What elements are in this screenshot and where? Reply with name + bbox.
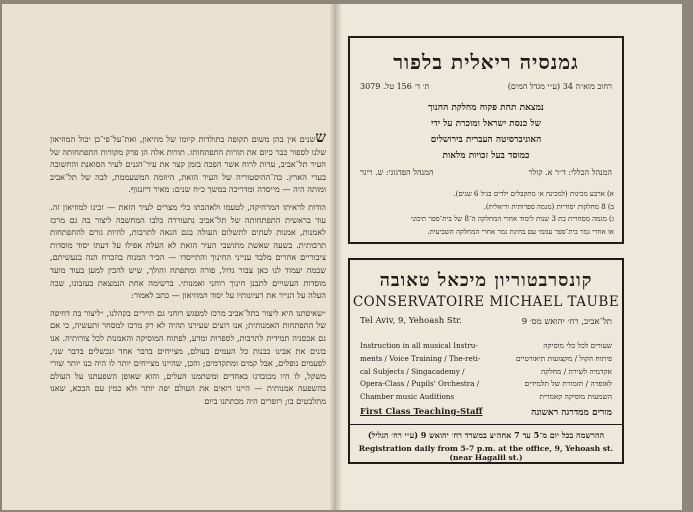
conservatoire-address-english: Tel Aviv, 9, Yehoash Str.	[360, 316, 462, 326]
subject-line: השמעות מוסיקה קאמרית	[539, 392, 612, 402]
conservatoire-title-english: CONSERVATOIRE MICHAEL TAUBE	[352, 294, 620, 310]
gymnasium-address: רחוב מזא״ה 34 (ע״י מגדל המים)	[507, 82, 612, 91]
gymnasium-title: גמנסיה ריאלית בלפור	[393, 50, 579, 74]
subject-line: לאופרה / תזמורת של תלמידים	[524, 379, 612, 389]
registration-hebrew: ההרשמה בכל יום מ־5 עד 7 אחה״צ במשרד רח׳ יהואש 9 (ע״י רח׳ הגליל)	[367, 430, 605, 440]
pedagogical-director: המנהל הפדגוגי: ש. ריגר	[360, 168, 434, 177]
divider	[350, 424, 622, 425]
subjects-english	[360, 340, 488, 404]
gymnasium-slogan: נמצאת תחת פקוח מחלקת החנוך של כנסת ישראל ומוכרת על ידי האוניברסיטה העברית בירושלים כמוסד בעל זכויות מלאות	[428, 103, 544, 161]
article-text	[50, 128, 326, 412]
subject-line: שעורים לכל כלי מוסיקה	[543, 341, 612, 350]
program-item: או אחרי גמר בית־ספר עממי עם בחינת גמר אחרי המחלקה השביעית.	[427, 227, 614, 236]
dropcap: ש	[315, 128, 326, 146]
conservatoire-advertisement	[348, 258, 624, 464]
subjects-hebrew	[494, 340, 612, 404]
article-paragraph: ששנים אין בהן משום תקופה בתולדות קיומו של מוזיאון, ואת־על־פי־כן יכול המוזיאון שלנו לספור כבר כיום את תורות התפתחותו. תורות אלה הן פרק מקורות התפתחותה של העיר תל־אביב, עדות לרוח אשר הפכה בזמן קצר את עיר־הגנים לעיר הסואנת והחשובה בערי הארץ. בה־ההיסטוריה של העיר הזאת, היוזמה המשעממת, לבה של תל־אביב ומותה היה — מייסדה ומדריכה במשך כ״ח שנים: מאיר דיזנגוף.	[50, 128, 326, 195]
article-paragraph: הודות לראיתו המרחיקה, לטעמו ולאהבתו כלי מצרים לעיר הזאת — זכינו למוזיאון זה. עוד בראשית התפתחותה של תל־אביב נתעוררה בלבו המחשבה ליצור בה גם מרכז לאמנות, אמנות לעתים לתשלום העולה בגם הנאה לתרבות, להיות גורם להתפתחות תרבותית. בשעה שאשת מתושבי העיר הזאת לא העלה אפילו על דעתו יסוד מוסדות ציבוריים אחרים מלבד ענייני החינוך והתייסדו — הכיר המנוח בהכרח הנה בנעשיתם, שבמה יעמוד לנו כאן צבור גדול, פורה ומתפתח והולך, שיש להכין למען בעוד מועד מוסדות העשויים לתבנן חינוך רוחני ואמנותי. ברשימה אחת הנמצאת בעזבונו, שבה העלה על הנייר את רעיונותיו על יסוד המוזיאון — כתב לאמור:	[50, 201, 326, 301]
program-item: ג) מגמה מסחרית בת 3 שנות לימוד אחרי המחלקה ה־8 של בית־ספר תיכוני	[410, 215, 614, 223]
conservatoire-address-hebrew: תל־אביב, רח׳ יהואש מס׳ 9	[521, 317, 612, 327]
article-paragraph: ״שאיפתנו היא ליצור בתל־אביב מרכז למפגש רוחני גם תיירים בקהלנו, ״ליצור בה דחיפה של התפתחות האמנותית; אנו רוצים שעירנו תהיה לא רק מרכז למסחר ותעשיה, כי אם גם אכסניה תמידית לתרבות, לספרות ומדע, לפתוח המוסיקה והאמנות לכל צורותיה. אנו בונים את אבינו כבנות כל העמים בעולם, מצייחים בדבר אחד ונכשלים בדבר שני, לפעמים נופלים, אבל קמים ומתקדמים; והכן, שהיינו מצייחים יותר לו היה כנו יותר שורי משקל, לו היו מכובדנו באחדים ומשתמנו העלים, והוא שאופן השפעתנו על העולם בהשפעה אמנותית — היינו רואים את העולם יפה יותר ולא כמין עם הבכא, שאנו מתלבטים בו; רופרים היה מכתתנו ביום	[50, 307, 326, 406]
subject-line: Instruction in all musical Instru-	[360, 341, 478, 350]
teaching-staff-hebrew: מורים ממדרגה ראשונה	[531, 408, 612, 418]
subject-line: פיתוח הקול / מקצועות תיאורטיים	[515, 353, 612, 363]
gymnasium-staff	[360, 168, 612, 177]
gymnasium-programs	[358, 188, 614, 238]
subject-line: Opera-Class / Pupils' Orchestra /	[360, 379, 480, 389]
subject-line: Chamber music Auditions	[360, 392, 455, 402]
principal: המנהל הכללי: ד״ר א. קולר	[528, 168, 612, 177]
registration-english: Registration daily from 5-7 p.m. at the office, 9, Yehoash st. (near Hagalil st.)	[358, 444, 614, 462]
gymnasium-phone: ת׳ ד׳ 156 טל. 3079	[360, 82, 430, 91]
program-item: ב) 8 מחלקות יסודיות (מגמה ספרותית וריאלית).	[483, 202, 614, 211]
subject-line: ments / Voice Training / The-reti-	[360, 353, 481, 363]
teaching-staff-english: First Class Teaching-Staff	[360, 407, 483, 417]
subject-line: אקדמיה לשירה / מחלקה	[541, 366, 612, 376]
conservatoire-title-hebrew: קונסרבטוריון מיכאל טאובה	[379, 270, 593, 291]
gymnasium-address-line	[360, 82, 612, 91]
gymnasium-advertisement	[348, 36, 624, 244]
program-item: א) ארבע מכינות (למכינה א׳ מתקבלים ילדים בגיל 6 שנים).	[453, 190, 614, 198]
book-gutter	[330, 4, 342, 510]
subject-line: cal Subjects / Singacademy /	[360, 366, 465, 376]
